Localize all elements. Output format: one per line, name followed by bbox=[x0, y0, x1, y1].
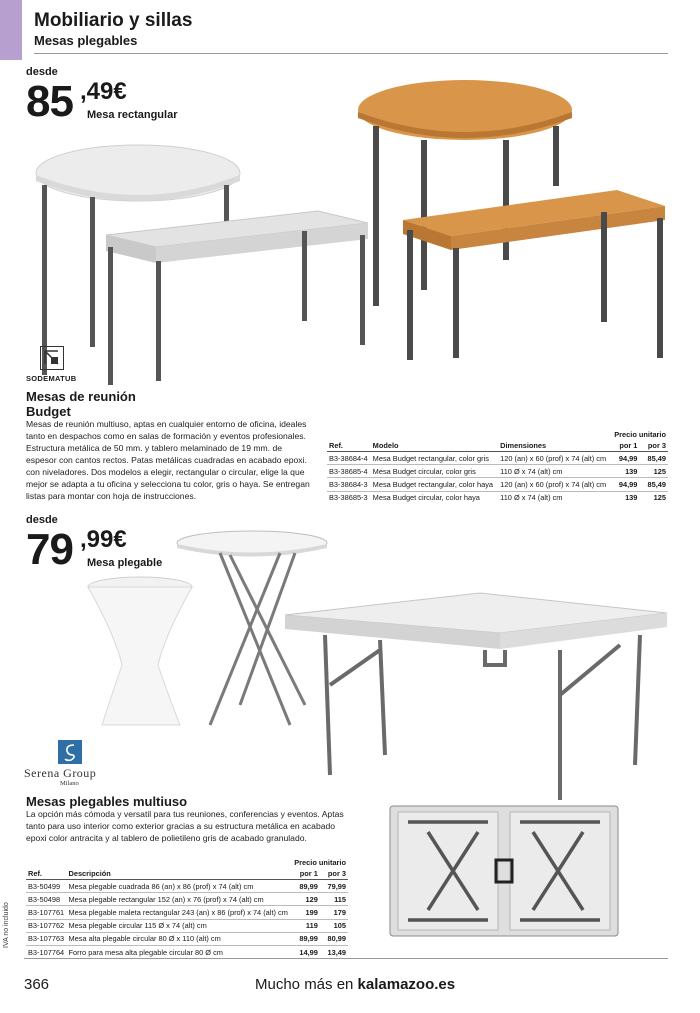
cell-model: Mesa Budget rectangular, color haya bbox=[371, 478, 498, 491]
col-dims: Dimensiones bbox=[498, 440, 611, 452]
cell-desc: Mesa plegable cuadrada 86 (an) x 86 (prof) x 74 (alt) cm bbox=[67, 880, 292, 893]
table-row bbox=[327, 465, 668, 478]
footer-site-link[interactable]: kalamazoo.es bbox=[357, 976, 456, 993]
table-row bbox=[26, 932, 348, 945]
price-label-2: Mesa plegable bbox=[87, 557, 163, 569]
footer-divider bbox=[24, 958, 668, 959]
cell-price-3: 79,99 bbox=[320, 880, 348, 893]
cell-dims: 110 Ø x 74 (alt) cm bbox=[498, 491, 611, 504]
price-integer: 85 bbox=[26, 77, 73, 126]
beech-tables-image bbox=[355, 78, 675, 368]
folding-tables-image bbox=[80, 525, 675, 805]
cell-desc: Mesa alta plegable circular 80 Ø x 110 (alt) cm bbox=[67, 932, 292, 945]
cell-price-3: 125 bbox=[639, 465, 668, 478]
cell-dims: 120 (an) x 60 (prof) x 74 (alt) cm bbox=[498, 452, 611, 465]
cell-price-3: 80,99 bbox=[320, 932, 348, 945]
cell-price-1: 119 bbox=[292, 919, 320, 932]
cell-ref: B3-38685-4 bbox=[327, 465, 371, 478]
col-model: Modelo bbox=[371, 440, 498, 452]
cell-price-1: 199 bbox=[292, 906, 320, 919]
cell-price-3: 105 bbox=[320, 919, 348, 932]
cell-price-1: 14,99 bbox=[292, 945, 320, 958]
cell-dims: 110 Ø x 74 (alt) cm bbox=[498, 465, 611, 478]
cell-dims: 120 (an) x 60 (prof) x 74 (alt) cm bbox=[498, 478, 611, 491]
folded-table-image bbox=[388, 802, 620, 940]
brand-serena-group: Serena Group bbox=[24, 766, 97, 780]
table-row bbox=[26, 945, 348, 958]
price-block bbox=[26, 77, 73, 126]
sodematub-logo-icon bbox=[40, 346, 64, 370]
cell-model: Mesa Budget rectangular, color gris bbox=[371, 452, 498, 465]
table-row bbox=[26, 893, 348, 906]
table-row bbox=[327, 491, 668, 504]
table-row bbox=[327, 478, 668, 491]
cell-price-1: 129 bbox=[292, 893, 320, 906]
footer-text: Mucho más en bbox=[255, 976, 358, 993]
cell-model: Mesa Budget circular, color gris bbox=[371, 465, 498, 478]
cell-ref: B3-50498 bbox=[26, 893, 67, 906]
grey-tables-image bbox=[28, 135, 373, 385]
cell-desc: Forro para mesa alta plegable circular 80 Ø cm bbox=[67, 945, 292, 958]
col-ref: Ref. bbox=[327, 440, 371, 452]
cell-price-3: 125 bbox=[639, 491, 668, 504]
col-price-1: por 1 bbox=[611, 440, 640, 452]
cell-price-1: 139 bbox=[611, 491, 640, 504]
cell-price-1: 94,99 bbox=[611, 478, 640, 491]
footer-promo bbox=[255, 976, 455, 993]
product-description-folding: La opción más cómoda y versatil para tus reuniones, conferencias y eventos. Aptas tanto para uso interior como exterior gracias a su estructura metálica en acabado epoxi color antracita y al tablero de polietileno gris de acabado granulado. bbox=[26, 809, 344, 843]
cell-price-3: 179 bbox=[320, 906, 348, 919]
table-row bbox=[26, 906, 348, 919]
cell-price-3: 13,49 bbox=[320, 945, 348, 958]
page-title: Mobiliario y sillas bbox=[34, 10, 193, 31]
price-from-label-2: desde bbox=[26, 514, 58, 526]
col-price-3-2: por 3 bbox=[320, 868, 348, 880]
section-tab bbox=[0, 0, 22, 60]
page-subtitle: Mesas plegables bbox=[34, 33, 138, 48]
cell-ref: B3-107762 bbox=[26, 919, 67, 932]
product-description-budget: Mesas de reunión multiuso, aptas en cualquier entorno de oficina, ideales tanto en despachos como en salas de formación y eventos profesionales. Estructura metálica de 50 mm. y tablero melaminado de 19 mm. de espesor con cantos rectos. Patas metálicas cuadradas en acabado epoxi. con niveladores. Dos modelos a elegir, rectangular o circular, elige la que mejor se adapta a tu oficina y selecciona tu color, gris o haya. Se entregan listas para montar con hoja de instrucciones. bbox=[26, 419, 310, 501]
product-title-line1: Mesas de reunión bbox=[26, 389, 136, 404]
table-row bbox=[26, 880, 348, 893]
col-price-3: por 3 bbox=[639, 440, 668, 452]
cell-desc: Mesa plegable rectangular 152 (an) x 76 (prof) x 74 (alt) cm bbox=[67, 893, 292, 906]
cell-ref: B3-107761 bbox=[26, 906, 67, 919]
cell-desc: Mesa plegable circular 115 Ø x 74 (alt) cm bbox=[67, 919, 292, 932]
cell-model: Mesa Budget circular, color haya bbox=[371, 491, 498, 504]
cell-ref: B3-38684-3 bbox=[327, 478, 371, 491]
cell-ref: B3-38685-3 bbox=[327, 491, 371, 504]
cell-desc: Mesa plegable maleta rectangular 243 (an) x 86 (prof) x 74 (alt) cm bbox=[67, 906, 292, 919]
cell-ref: B3-50499 bbox=[26, 880, 67, 893]
header-divider bbox=[34, 53, 668, 54]
product-title-line2: Budget bbox=[26, 404, 71, 419]
brand-sodematub: SODEMATUB bbox=[26, 374, 77, 383]
price-cents-2: ,99€ bbox=[80, 526, 127, 553]
cell-price-3: 85,49 bbox=[639, 452, 668, 465]
cell-ref: B3-107764 bbox=[26, 945, 67, 958]
cell-price-3: 85,49 bbox=[639, 478, 668, 491]
cell-price-1: 139 bbox=[611, 465, 640, 478]
page-number: 366 bbox=[24, 976, 50, 993]
cell-price-1: 89,99 bbox=[292, 932, 320, 945]
price-table-budget bbox=[327, 429, 668, 504]
cell-price-1: 89,99 bbox=[292, 880, 320, 893]
col-desc: Descripción bbox=[67, 868, 292, 880]
cell-price-3: 115 bbox=[320, 893, 348, 906]
price-header: Precio unitario bbox=[614, 430, 666, 439]
col-price-1-2: por 1 bbox=[292, 868, 320, 880]
price-header-2: Precio unitario bbox=[294, 858, 346, 867]
col-ref-2: Ref. bbox=[26, 868, 67, 880]
cell-ref: B3-107763 bbox=[26, 932, 67, 945]
product-title-folding: Mesas plegables multiuso bbox=[26, 794, 188, 809]
vat-note: IVA no incluido bbox=[3, 902, 10, 948]
price-table-folding bbox=[26, 857, 348, 958]
price-block-2 bbox=[26, 525, 73, 574]
price-integer-2: 79 bbox=[26, 525, 73, 574]
product-title-budget bbox=[26, 389, 136, 419]
table-row bbox=[26, 919, 348, 932]
table-row bbox=[327, 452, 668, 465]
cell-ref: B3-38684-4 bbox=[327, 452, 371, 465]
price-cents: ,49€ bbox=[80, 78, 127, 105]
price-label: Mesa rectangular bbox=[87, 109, 178, 121]
serena-group-logo-icon bbox=[58, 740, 82, 764]
brand-serena-milano: Milano bbox=[60, 780, 79, 787]
cell-price-1: 94,99 bbox=[611, 452, 640, 465]
price-from-label: desde bbox=[26, 66, 58, 78]
